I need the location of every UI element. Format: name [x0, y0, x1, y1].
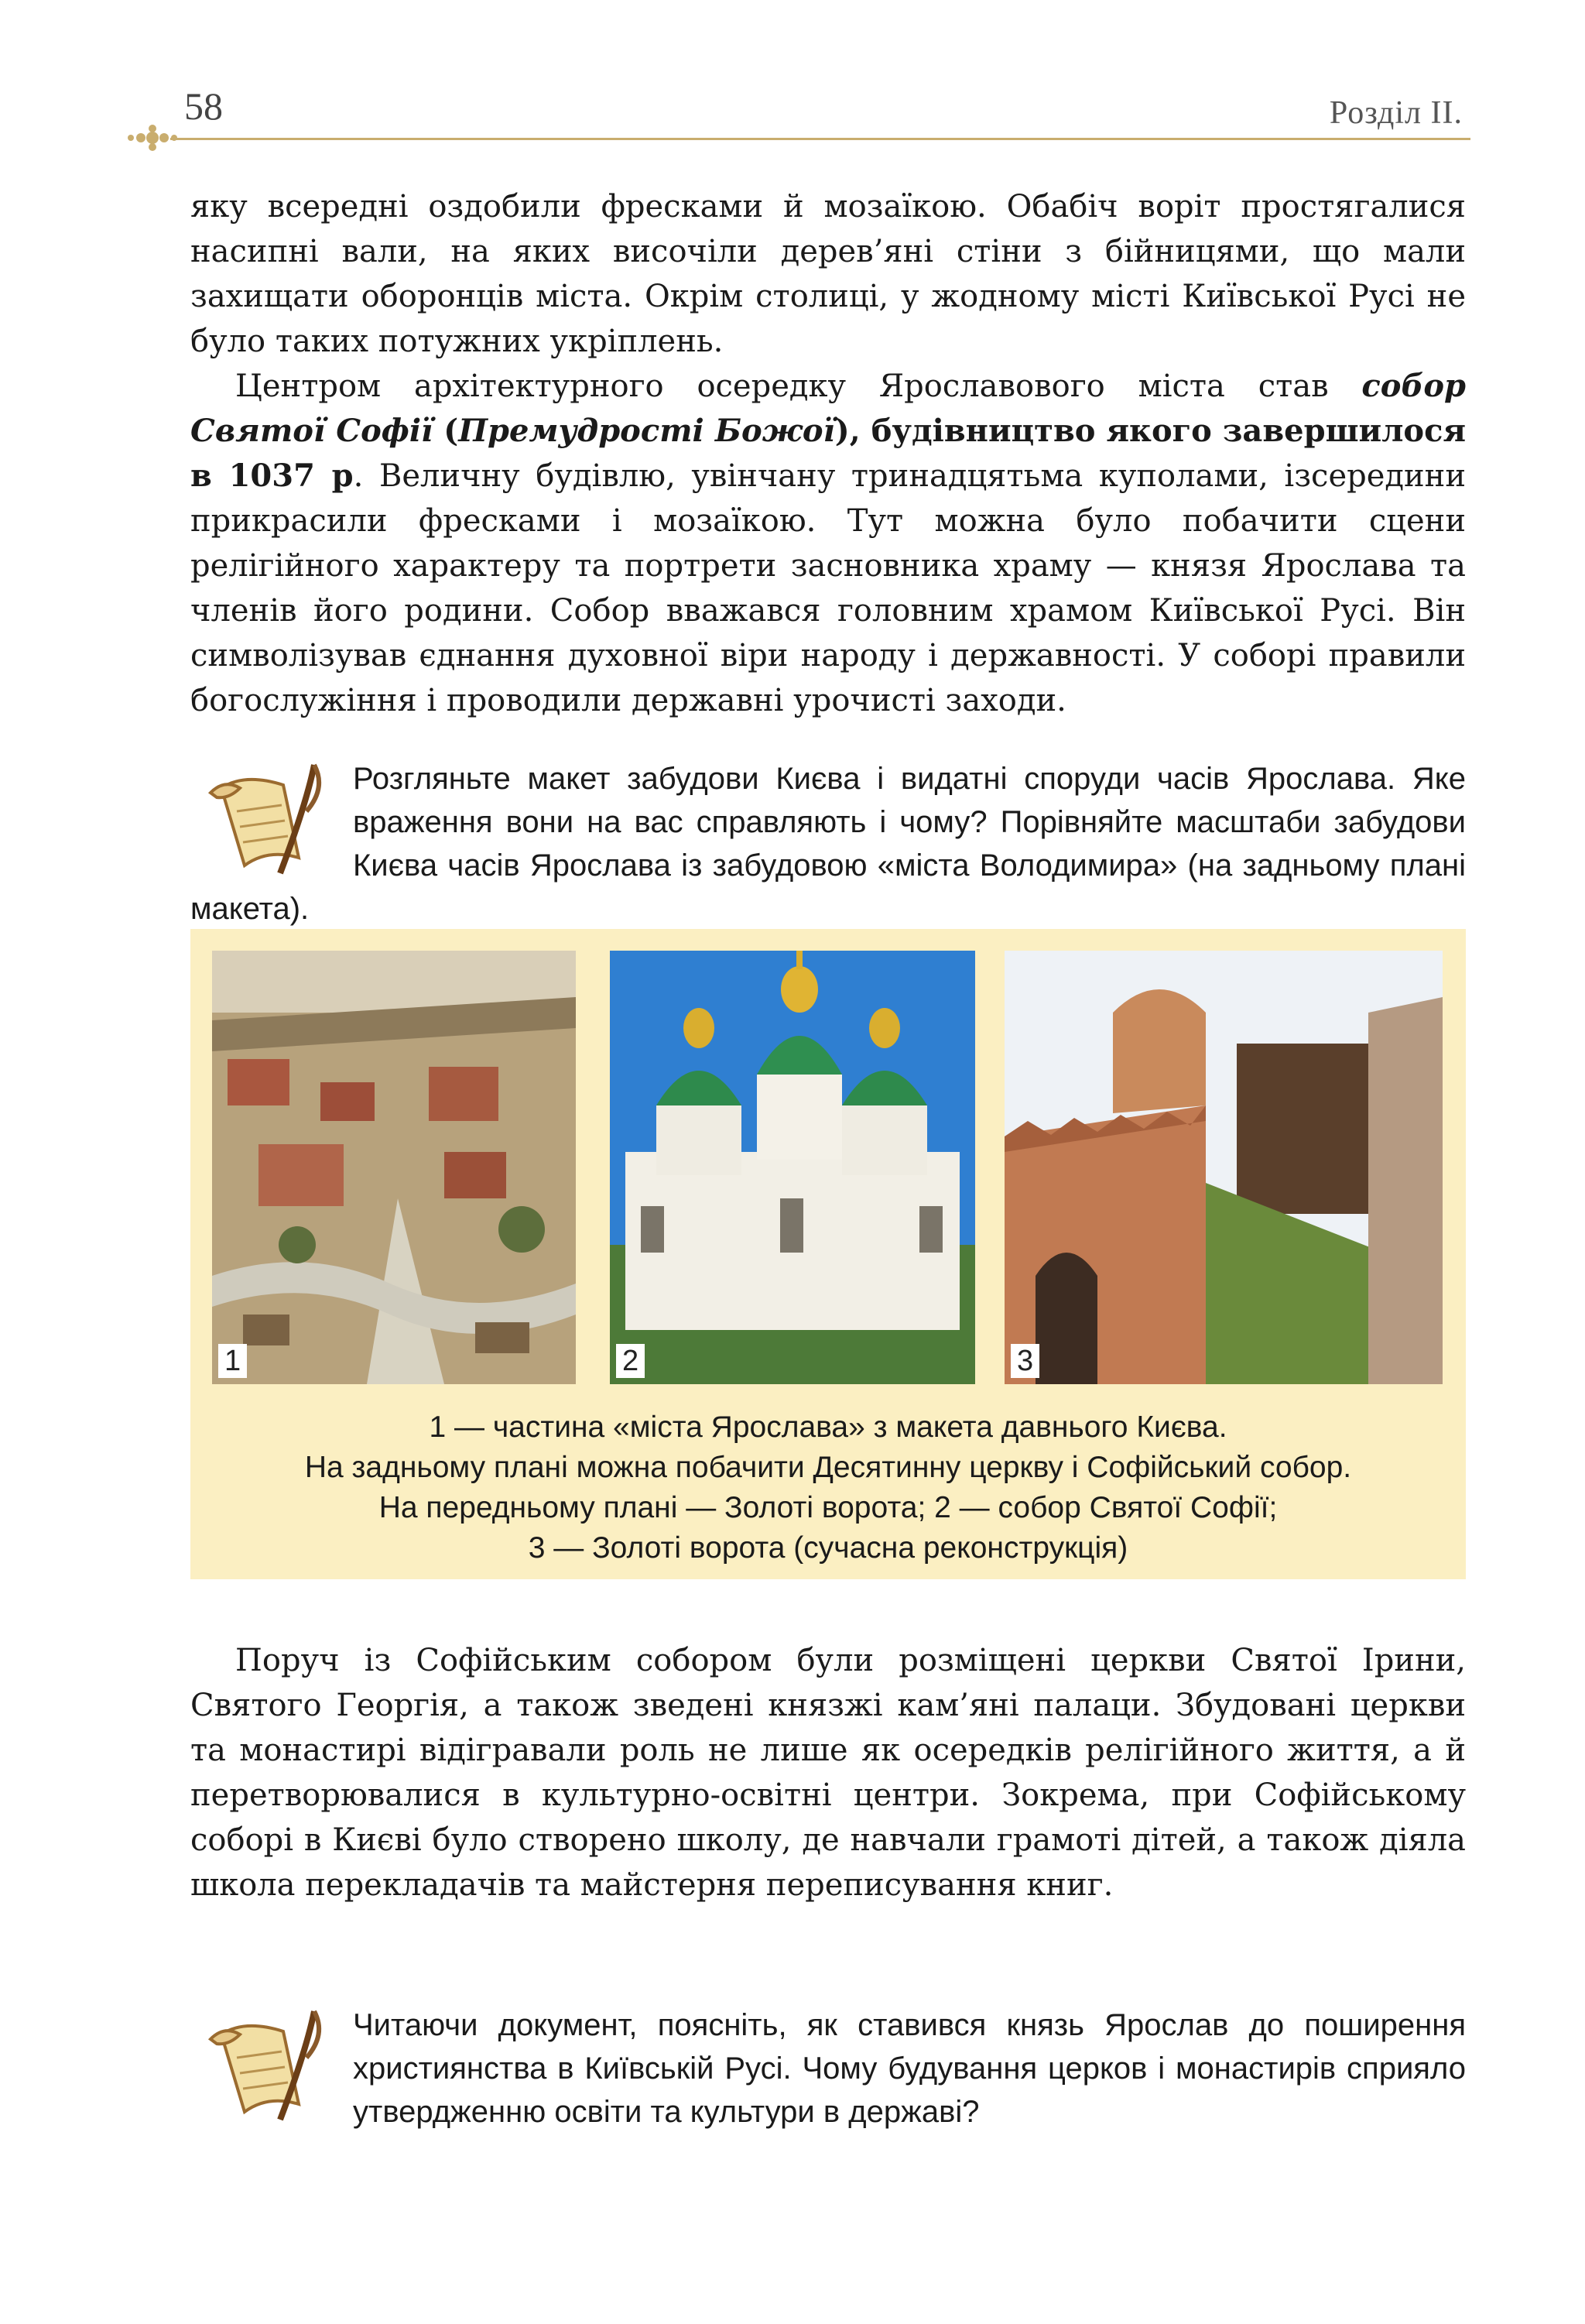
chapter-title: Розділ ІІ. [1329, 95, 1463, 131]
body-text-1 [190, 184, 1466, 723]
photo-golden-gate [1005, 951, 1443, 1384]
task-1-text: Розгляньте макет забудови Києва і видатні споруди часів Ярослава. Яке враження вони на вас справляють і чому? Порівняйте масштаби забудови Києва часів Ярослава із забудовою «міста Володимира» (на задньому плані макета). [190, 762, 1466, 926]
task-block-1 [190, 757, 1466, 931]
header-rule [170, 138, 1470, 140]
year-highlight: 1037 р [228, 458, 354, 494]
text-run: Центром архітектурного осередку Ярославового міста став [235, 368, 1362, 404]
paragraph-sofia [190, 364, 1466, 723]
caption-line: 1 — частина «міста Ярослава» з макета давнього Києва. [429, 1411, 1227, 1444]
term-sofia: собор Святої Софії [190, 368, 1466, 449]
scroll-quill-icon [190, 757, 345, 881]
photo-label-2: 2 [616, 1344, 645, 1378]
caption-line: 3 — Золоті ворота (сучасна реконструкція) [528, 1531, 1128, 1565]
task-2-text: Читаючи документ, поясніть, як ставився князь Ярослав до поширення християнства в Київській Русі. Чому будування церков і монастирів сприяло утвердженню освіти та культури в державі? [353, 2008, 1466, 2129]
photo-sofia-cathedral [610, 951, 975, 1384]
paragraph-churches: Поруч із Софійським собором були розміщені церкви Святої Ірини, Святого Георгія, а також зведені князжі кам’яні палаци. Збудовані церкви та монастирі відігравали роль не лише як осередків релігійного життя, а й перетворювалися в культурно-освітні центри. Зокрема, при Софійському соборі в Києві було створено школу, де навчали грамоті дітей, а також діяла школа перекладачів та майстерня переписування книг. [190, 1643, 1466, 1903]
caption-line: На передньому плані — Золоті ворота; 2 — собор Святої Софії; [378, 1491, 1278, 1524]
body-text-2 [190, 1638, 1466, 1908]
photo-label-1: 1 [218, 1344, 247, 1378]
text-run: . Величну будівлю, увінчану тринадцятьма куполами, ізсередини прикрасили фресками і мозаїкою. Тут можна було побачити сцени релігійного характеру та портрети засновника храму — князя Ярослава та членів його родини. Собор вважався головним храмом Київської Русі. Він символізував єднання духовної віри народу і державності. У соборі правили богослужіння і проводили державні урочисті заходи. [190, 458, 1466, 718]
task-block-2 [190, 2004, 1466, 2134]
text-run: ), будівництво якого завершилося в [190, 413, 1467, 494]
figure-panel [190, 929, 1466, 1579]
scroll-quill-icon [190, 2004, 345, 2127]
text-run: ( [433, 413, 459, 449]
photo-city-model [212, 951, 576, 1384]
photo-label-3: 3 [1011, 1344, 1039, 1378]
term-wisdom: Премудрості Божої [458, 413, 835, 449]
paragraph-continuation: яку всередні оздобили фресками й мозаїкою. Обабіч воріт простягалися насипні вали, на яких височіли дерев’яні стіни з бійницями, що мали захищати оборонців міста. Окрім столиці, у жодному місті Київської Русі не було таких потужних укріплень. [190, 189, 1466, 359]
page-header [124, 84, 1470, 146]
figure-caption [190, 1407, 1466, 1568]
caption-line: На задньому плані можна побачити Десятинну церкву і Софійський собор. [304, 1451, 1352, 1484]
page-number: 58 [184, 84, 223, 128]
